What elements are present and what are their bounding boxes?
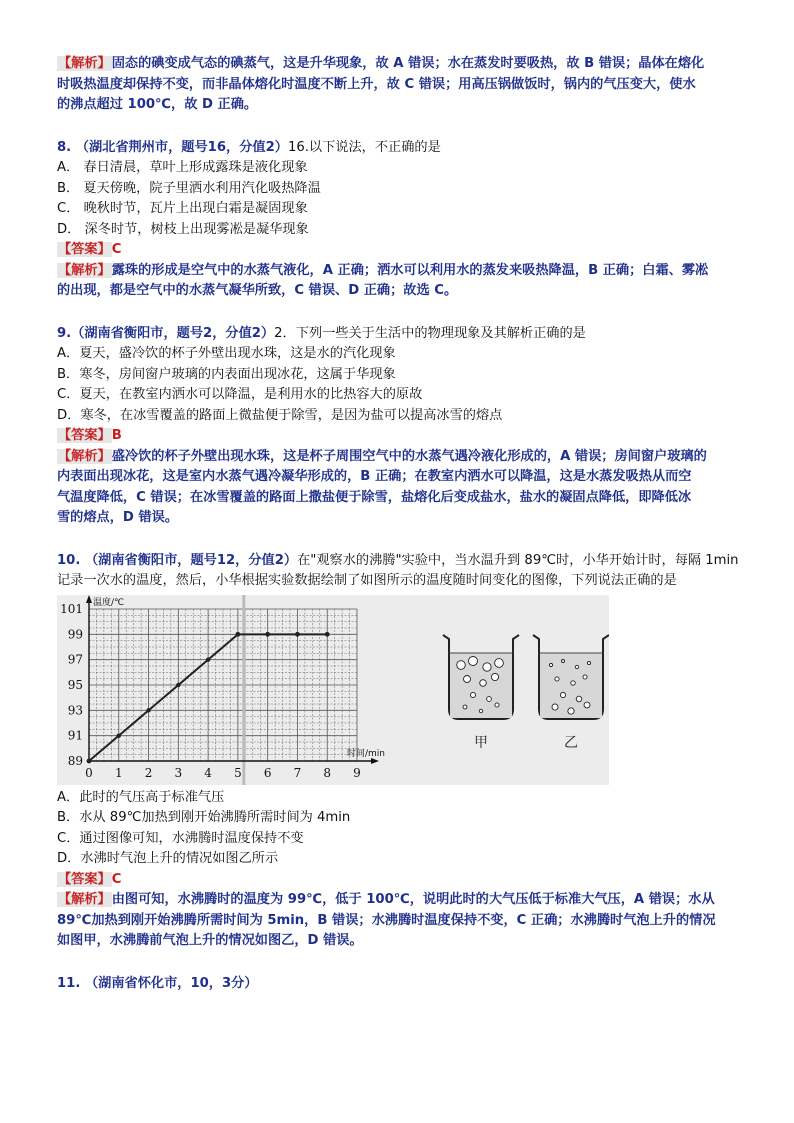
option-b: B．水从 89℃加热到刚开始沸腾所需时间为 4min bbox=[57, 810, 351, 825]
x-tick-label: 6 bbox=[263, 765, 272, 780]
y-tick-label: 101 bbox=[60, 601, 83, 616]
question-11 bbox=[57, 974, 747, 995]
question-8 bbox=[57, 138, 747, 302]
answer-value: C bbox=[111, 242, 122, 257]
analysis-line: 时吸热温度却保持不变，而非晶体熔化时温度不断上升，故 C 错误；用高压锅做饭时，锅内的气压变大，使水 bbox=[57, 76, 696, 92]
bubble bbox=[571, 680, 575, 684]
y-tick-label: 93 bbox=[67, 702, 83, 717]
bubble bbox=[495, 702, 499, 706]
question-stem-cont: 记录一次水的温度，然后，小华根据实验数据绘制了如图所示的温度随时间变化的图像，下列说法正确的是 bbox=[57, 573, 677, 588]
y-axis-arrow bbox=[86, 595, 92, 603]
bubble bbox=[562, 659, 565, 662]
data-point bbox=[265, 631, 270, 636]
answer-tag: 【答案】 bbox=[58, 428, 111, 443]
bubble bbox=[457, 660, 466, 669]
beaker bbox=[443, 635, 519, 751]
option-a: A．此时的气压高于标准气压 bbox=[57, 789, 225, 805]
data-point bbox=[176, 682, 180, 686]
bubble bbox=[463, 705, 467, 709]
beaker-label: 甲 bbox=[474, 734, 488, 751]
question-head: 9.（湖南省衡阳市，题号2，分值2） bbox=[57, 325, 275, 341]
bubble bbox=[555, 676, 559, 680]
analysis-line: 如图甲，水沸腾前气泡上升的情况如图乙，D 错误。 bbox=[57, 933, 363, 948]
answer-tag: 【答案】 bbox=[58, 242, 111, 257]
answer-line bbox=[57, 240, 747, 261]
question-head: 10. （湖南省衡阳市，题号12，分值2） bbox=[57, 552, 298, 568]
bubble bbox=[470, 692, 475, 697]
analysis-line: 内表面出现冰花，这是室内水蒸气遇冷凝华形成的，B 正确；在教室内洒水可以降温，这是水蒸发吸热从而空 bbox=[57, 469, 692, 484]
x-tick-label: 9 bbox=[353, 765, 361, 780]
analysis-tag: 【解析】 bbox=[58, 892, 111, 907]
question-stem: 10. （湖南省衡阳市，题号12，分值2）在"观察水的沸腾"实验中，当水温升到 89℃时，小华开始计时，每隔 1min bbox=[57, 552, 739, 568]
bubble bbox=[552, 703, 558, 709]
answer-tag: 【答案】 bbox=[58, 871, 111, 887]
option-d: D． 深冬时节，树枝上出现雾凇是凝华现象 bbox=[57, 221, 309, 237]
analysis-line: 气温度降低，C 错误；在冰雪覆盖的路面上撒盐便于除雪，盐熔化后变成盐水，盐水的凝固点降低，即降低冰 bbox=[57, 489, 692, 505]
y-axis-label: 温度/℃ bbox=[93, 597, 125, 608]
analysis-line: 【解析】固态的碘变成气态的碘蒸气，这是升华现象，故 A 错误；水在蒸发时要吸热，故 B 错误；晶体在熔化 bbox=[58, 56, 705, 71]
bubble bbox=[464, 675, 471, 682]
x-tick-label: 3 bbox=[174, 765, 183, 780]
answer-value: B bbox=[111, 428, 122, 443]
y-tick-label: 99 bbox=[67, 626, 83, 641]
question-10 bbox=[57, 551, 747, 952]
option-c: C．通过图像可知，水沸腾时温度保持不变 bbox=[57, 830, 304, 846]
bubble bbox=[549, 663, 552, 666]
bubble bbox=[491, 673, 498, 680]
bubble bbox=[587, 661, 590, 664]
bubble bbox=[575, 665, 578, 668]
document-page bbox=[57, 54, 747, 994]
bubble bbox=[479, 709, 482, 712]
analysis-tag: 【解析】 bbox=[58, 448, 111, 464]
q7-analysis bbox=[57, 54, 747, 116]
question-stem: 9.（湖南省衡阳市，题号2，分值2）2．下列一些关于生活中的物理现象及其解析正确的是 bbox=[57, 325, 586, 341]
option-b: B． 夏天傍晚，院子里洒水利用汽化吸热降温 bbox=[57, 180, 321, 196]
answer-line bbox=[57, 426, 747, 447]
analysis-line: 【解析】露珠的形成是空气中的水蒸气液化，A 正确；洒水可以利用水的蒸发来吸热降温，B 正确；白霜、雾凇 bbox=[58, 262, 709, 278]
option-c: C．夏天，在教室内洒水可以降温，是利用水的比热容大的原故 bbox=[57, 387, 423, 402]
bubble bbox=[568, 707, 574, 713]
x-tick-label: 2 bbox=[144, 765, 153, 780]
x-tick-label: 8 bbox=[323, 765, 332, 780]
bubble bbox=[495, 658, 504, 667]
data-point bbox=[206, 657, 210, 661]
data-point bbox=[235, 631, 240, 636]
analysis-line: 【解析】由图可知，水沸腾时的温度为 99℃，低于 100℃，说明此时的大气压低于标准大气压，A 错误；水从 bbox=[58, 892, 715, 907]
answer-line bbox=[57, 870, 747, 891]
question-stem: 8. （湖北省荆州市，题号16，分值2）16.以下说法，不正确的是 bbox=[57, 139, 441, 155]
bubble bbox=[576, 696, 582, 702]
x-tick-label: 0 bbox=[85, 765, 93, 780]
analysis-line: 89℃加热到刚开始沸腾所需时间为 5min，B 错误；水沸腾时温度保持不变，C 正确；水沸腾时气泡上升的情况 bbox=[57, 912, 716, 928]
bubble bbox=[487, 696, 492, 701]
data-point bbox=[87, 758, 92, 763]
beaker bbox=[533, 635, 609, 751]
analysis-line: 的出现，都是空气中的水蒸气凝华所致，C 错误、D 正确；故选 C。 bbox=[57, 283, 458, 298]
question-head: 11. （湖南省怀化市，10，3分） bbox=[57, 975, 258, 991]
analysis-line: 的沸点超过 100℃，故 D 正确。 bbox=[57, 97, 258, 112]
y-tick-label: 95 bbox=[67, 677, 83, 692]
data-point bbox=[117, 733, 121, 737]
bubble bbox=[480, 679, 487, 686]
y-tick-label: 91 bbox=[67, 728, 83, 743]
bubble bbox=[560, 692, 565, 697]
bubble bbox=[483, 662, 491, 670]
data-point bbox=[146, 708, 150, 712]
x-tick-label: 7 bbox=[293, 765, 302, 780]
figure-temperature-graph bbox=[57, 595, 609, 785]
option-a: A． 春日清晨，草叶上形成露珠是液化现象 bbox=[57, 160, 308, 175]
question-head: 8. （湖北省荆州市，题号16，分值2） bbox=[57, 139, 288, 155]
x-tick-label: 1 bbox=[114, 765, 123, 780]
option-b: B．寒冬，房间窗户玻璃的内表面出现冰花，这属于华现象 bbox=[57, 366, 396, 382]
option-a: A．夏天，盛冷饮的杯子外壁出现水珠，这是水的汽化现象 bbox=[57, 346, 396, 361]
beaker-label: 乙 bbox=[564, 734, 578, 751]
option-d: D．水沸时气泡上升的情况如图乙所示 bbox=[57, 851, 279, 866]
data-point bbox=[295, 631, 300, 636]
x-tick-label: 4 bbox=[204, 765, 212, 780]
x-axis-label: 时间/min bbox=[347, 748, 386, 759]
option-d: D．寒冬，在冰雪覆盖的路面上微盐便于除雪，是因为盐可以提高冰雪的熔点 bbox=[57, 407, 503, 423]
question-9 bbox=[57, 324, 747, 529]
analysis-line: 雪的熔点，D 错误。 bbox=[57, 510, 179, 525]
data-point bbox=[325, 631, 330, 636]
x-tick-label: 5 bbox=[234, 765, 242, 780]
bubble bbox=[583, 674, 587, 678]
option-c: C． 晚秋时节，瓦片上出现白霜是凝固现象 bbox=[57, 201, 308, 216]
y-tick-label: 89 bbox=[67, 753, 83, 768]
analysis-tag: 【解析】 bbox=[58, 262, 111, 278]
bubble bbox=[469, 656, 478, 665]
bubble bbox=[584, 702, 590, 708]
analysis-tag: 【解析】 bbox=[58, 56, 111, 71]
answer-value: C bbox=[111, 871, 122, 887]
temperature-time-chart bbox=[57, 595, 609, 785]
analysis-line: 【解析】盛冷饮的杯子外壁出现水珠，这是杯子周围空气中的水蒸气遇冷液化形成的，A 错误；房间窗户玻璃的 bbox=[58, 448, 707, 464]
y-tick-label: 97 bbox=[67, 652, 83, 667]
